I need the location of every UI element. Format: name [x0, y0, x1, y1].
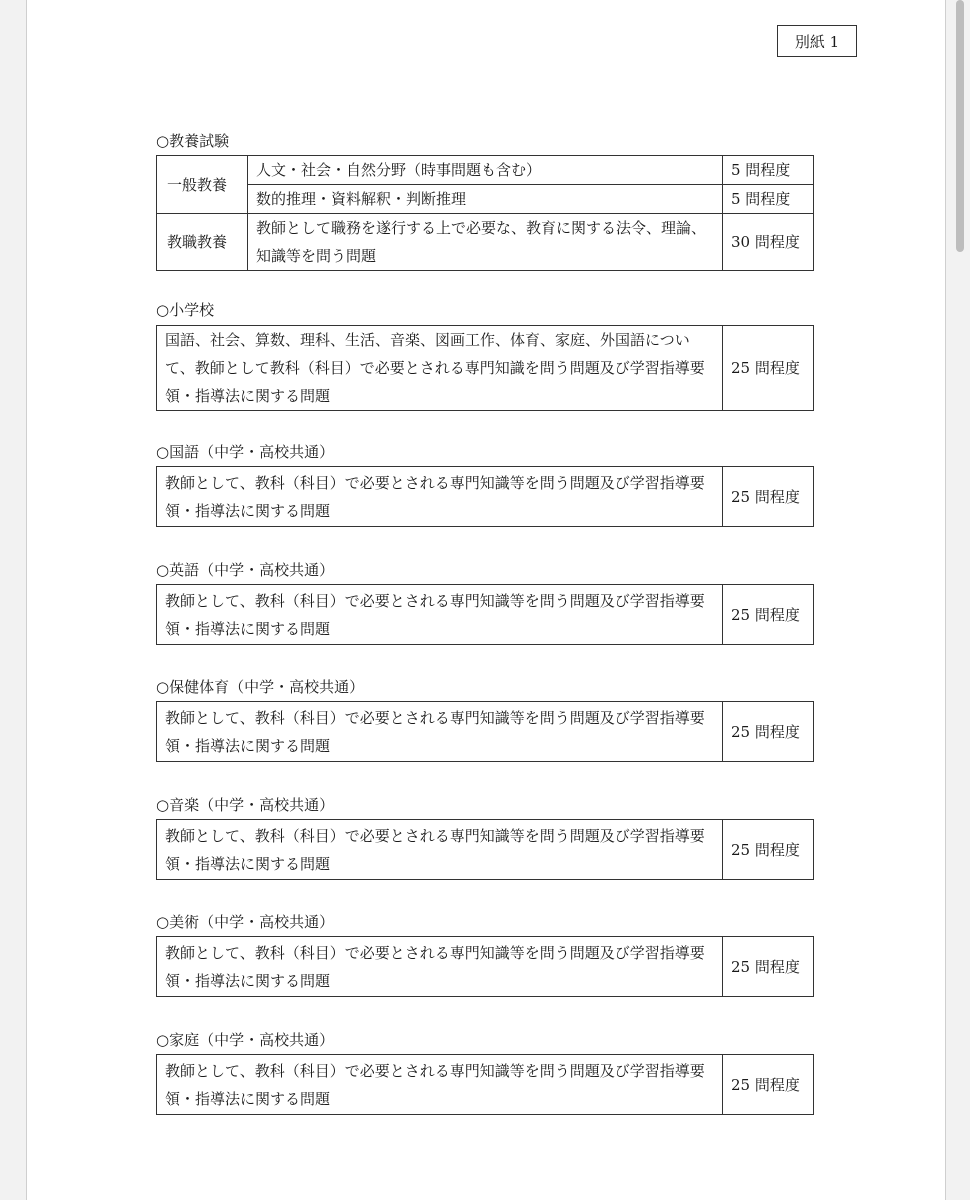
attachment-label: 別紙 1 [777, 25, 857, 57]
category-cell: 教職教養 [157, 214, 248, 271]
bijutsu-table [156, 936, 814, 997]
katei-table [156, 1054, 814, 1115]
hoken-taiiku-table [156, 701, 814, 762]
amount-cell: 25 問程度 [723, 820, 814, 880]
table-row [157, 156, 814, 185]
description-cell: 教師として、教科（科目）で必要とされる専門知識等を問う問題及び学習指導要領・指導法に関する問題 [157, 937, 723, 997]
amount-cell: 25 問程度 [723, 585, 814, 645]
amount-cell: 5 問程度 [723, 185, 814, 214]
table-row [157, 820, 814, 880]
description-cell: 教師として、教科（科目）で必要とされる専門知識等を問う問題及び学習指導要領・指導法に関する問題 [157, 820, 723, 880]
table-row [157, 185, 814, 214]
amount-cell: 25 問程度 [723, 326, 814, 411]
table-row [157, 702, 814, 762]
table-row [157, 585, 814, 645]
description-cell: 教師として、教科（科目）で必要とされる専門知識等を問う問題及び学習指導要領・指導法に関する問題 [157, 702, 723, 762]
amount-cell: 25 問程度 [723, 702, 814, 762]
description-cell: 国語、社会、算数、理科、生活、音楽、図画工作、体育、家庭、外国語について、教師として教科（科目）で必要とされる専門知識を問う問題及び学習指導要領・指導法に関する問題 [157, 326, 723, 411]
description-cell: 人文・社会・自然分野（時事問題も含む） [248, 156, 723, 185]
kokugo-table [156, 466, 814, 527]
section-heading-kokugo: ○国語（中学・高校共通） [156, 443, 335, 461]
elementary-table [156, 325, 814, 411]
ongaku-table [156, 819, 814, 880]
amount-cell: 5 問程度 [723, 156, 814, 185]
table-row [157, 326, 814, 411]
section-heading-hoken-taiiku: ○保健体育（中学・高校共通） [156, 678, 365, 696]
description-cell: 数的推理・資料解釈・判断推理 [248, 185, 723, 214]
section-heading-bijutsu: ○美術（中学・高校共通） [156, 913, 335, 931]
amount-cell: 25 問程度 [723, 467, 814, 527]
kyoyo-table [156, 155, 814, 271]
eigo-table [156, 584, 814, 645]
section-heading-kyoyo: ○教養試験 [156, 132, 230, 150]
description-cell: 教師として、教科（科目）で必要とされる専門知識等を問う問題及び学習指導要領・指導法に関する問題 [157, 1055, 723, 1115]
amount-cell: 25 問程度 [723, 937, 814, 997]
section-heading-eigo: ○英語（中学・高校共通） [156, 561, 335, 579]
table-row [157, 214, 814, 271]
section-heading-ongaku: ○音楽（中学・高校共通） [156, 796, 335, 814]
table-row [157, 467, 814, 527]
section-heading-elementary: ○小学校 [156, 301, 215, 319]
amount-cell: 30 問程度 [723, 214, 814, 271]
section-heading-katei: ○家庭（中学・高校共通） [156, 1031, 335, 1049]
description-cell: 教師として、教科（科目）で必要とされる専門知識等を問う問題及び学習指導要領・指導法に関する問題 [157, 585, 723, 645]
description-cell: 教師として、教科（科目）で必要とされる専門知識等を問う問題及び学習指導要領・指導法に関する問題 [157, 467, 723, 527]
scrollbar-thumb[interactable] [956, 0, 964, 252]
table-row [157, 937, 814, 997]
table-row [157, 1055, 814, 1115]
category-cell: 一般教養 [157, 156, 248, 214]
description-cell: 教師として職務を遂行する上で必要な、教育に関する法令、理論、知識等を問う問題 [248, 214, 723, 271]
amount-cell: 25 問程度 [723, 1055, 814, 1115]
